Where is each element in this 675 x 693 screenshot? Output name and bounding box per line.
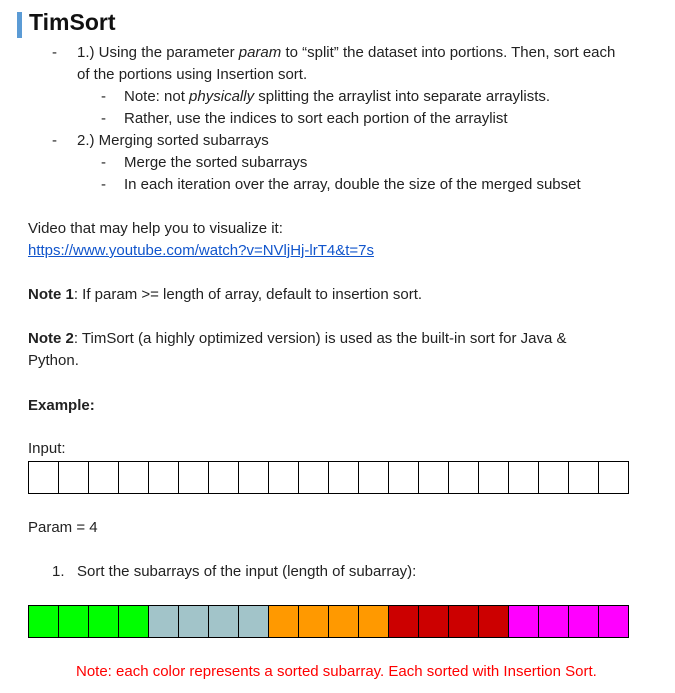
input-cell <box>208 461 239 494</box>
param-text: Param = 4 <box>28 519 98 536</box>
sub-bullet-dash: - <box>101 88 106 105</box>
sub-bullet-dash: - <box>101 154 106 171</box>
title-accent-bar <box>17 12 22 38</box>
sorted-cell <box>508 605 539 638</box>
step-1-sub-2: Rather, use the indices to sort each portion of the arraylist <box>124 110 508 127</box>
example-label: Example: <box>28 397 95 414</box>
sorted-cell <box>598 605 629 638</box>
input-cell <box>148 461 179 494</box>
sorted-cell <box>178 605 209 638</box>
input-cell <box>28 461 59 494</box>
sorted-cell <box>28 605 59 638</box>
video-link-wrap <box>28 240 374 262</box>
sorted-cell <box>88 605 119 638</box>
sorted-cell <box>478 605 509 638</box>
bullet-dash: - <box>52 44 57 61</box>
input-cell <box>118 461 149 494</box>
input-cell <box>508 461 539 494</box>
input-cell <box>268 461 299 494</box>
step-1-sub-1: Note: not physically splitting the arraylist into separate arraylists. <box>124 88 551 105</box>
sorted-cell <box>388 605 419 638</box>
color-legend-note: Note: each color represents a sorted subarray. Each sorted with Insertion Sort. <box>76 663 597 680</box>
step-1-line-2: of the portions using Insertion sort. <box>77 66 308 83</box>
note-2-cont: Python. <box>28 352 79 369</box>
sorted-cell <box>538 605 569 638</box>
input-cell <box>448 461 479 494</box>
sorted-cell <box>208 605 239 638</box>
sorted-cell <box>448 605 479 638</box>
sorted-cell <box>328 605 359 638</box>
input-cell <box>388 461 419 494</box>
step-2-line-1: 2.) Merging sorted subarrays <box>77 132 269 149</box>
input-cell <box>598 461 629 494</box>
page-title: TimSort <box>29 9 116 35</box>
sorted-cell <box>298 605 329 638</box>
sub-bullet-dash: - <box>101 110 106 127</box>
input-cell <box>298 461 329 494</box>
note-1: Note 1: If param >= length of array, default to insertion sort. <box>28 286 423 303</box>
input-cell <box>238 461 269 494</box>
sorted-cell <box>148 605 179 638</box>
sorted-cell <box>418 605 449 638</box>
input-cell <box>178 461 209 494</box>
input-cell <box>328 461 359 494</box>
input-cell <box>418 461 449 494</box>
step-1-line-1: 1.) Using the parameter param to “split” the dataset into portions. Then, sort each <box>77 44 616 61</box>
video-link[interactable]: https://www.youtube.com/watch?v=NVljHj-lrT4&t=7s <box>28 242 374 259</box>
numbered-marker: 1. <box>52 563 65 580</box>
sub-bullet-dash: - <box>101 176 106 193</box>
input-cell <box>538 461 569 494</box>
sorted-subarrays <box>28 605 628 638</box>
sorted-cell <box>358 605 389 638</box>
bullet-dash: - <box>52 132 57 149</box>
video-text: Video that may help you to visualize it: <box>28 220 283 237</box>
input-cell <box>358 461 389 494</box>
input-cell <box>88 461 119 494</box>
sorted-cell <box>118 605 149 638</box>
sorted-cell <box>568 605 599 638</box>
note-2: Note 2: TimSort (a highly optimized version) is used as the built-in sort for Java & <box>28 330 567 347</box>
input-array <box>28 461 628 494</box>
input-cell <box>58 461 89 494</box>
note-1-label: Note 1 <box>28 286 74 303</box>
numbered-step-text: Sort the subarrays of the input (length of subarray): <box>77 563 417 580</box>
input-label: Input: <box>28 440 66 457</box>
sorted-cell <box>58 605 89 638</box>
step-2-sub-1: Merge the sorted subarrays <box>124 154 308 171</box>
input-cell <box>478 461 509 494</box>
step-2-sub-2: In each iteration over the array, double the size of the merged subset <box>124 176 581 193</box>
sorted-cell <box>238 605 269 638</box>
input-cell <box>568 461 599 494</box>
note-2-label: Note 2 <box>28 330 74 347</box>
sorted-cell <box>268 605 299 638</box>
